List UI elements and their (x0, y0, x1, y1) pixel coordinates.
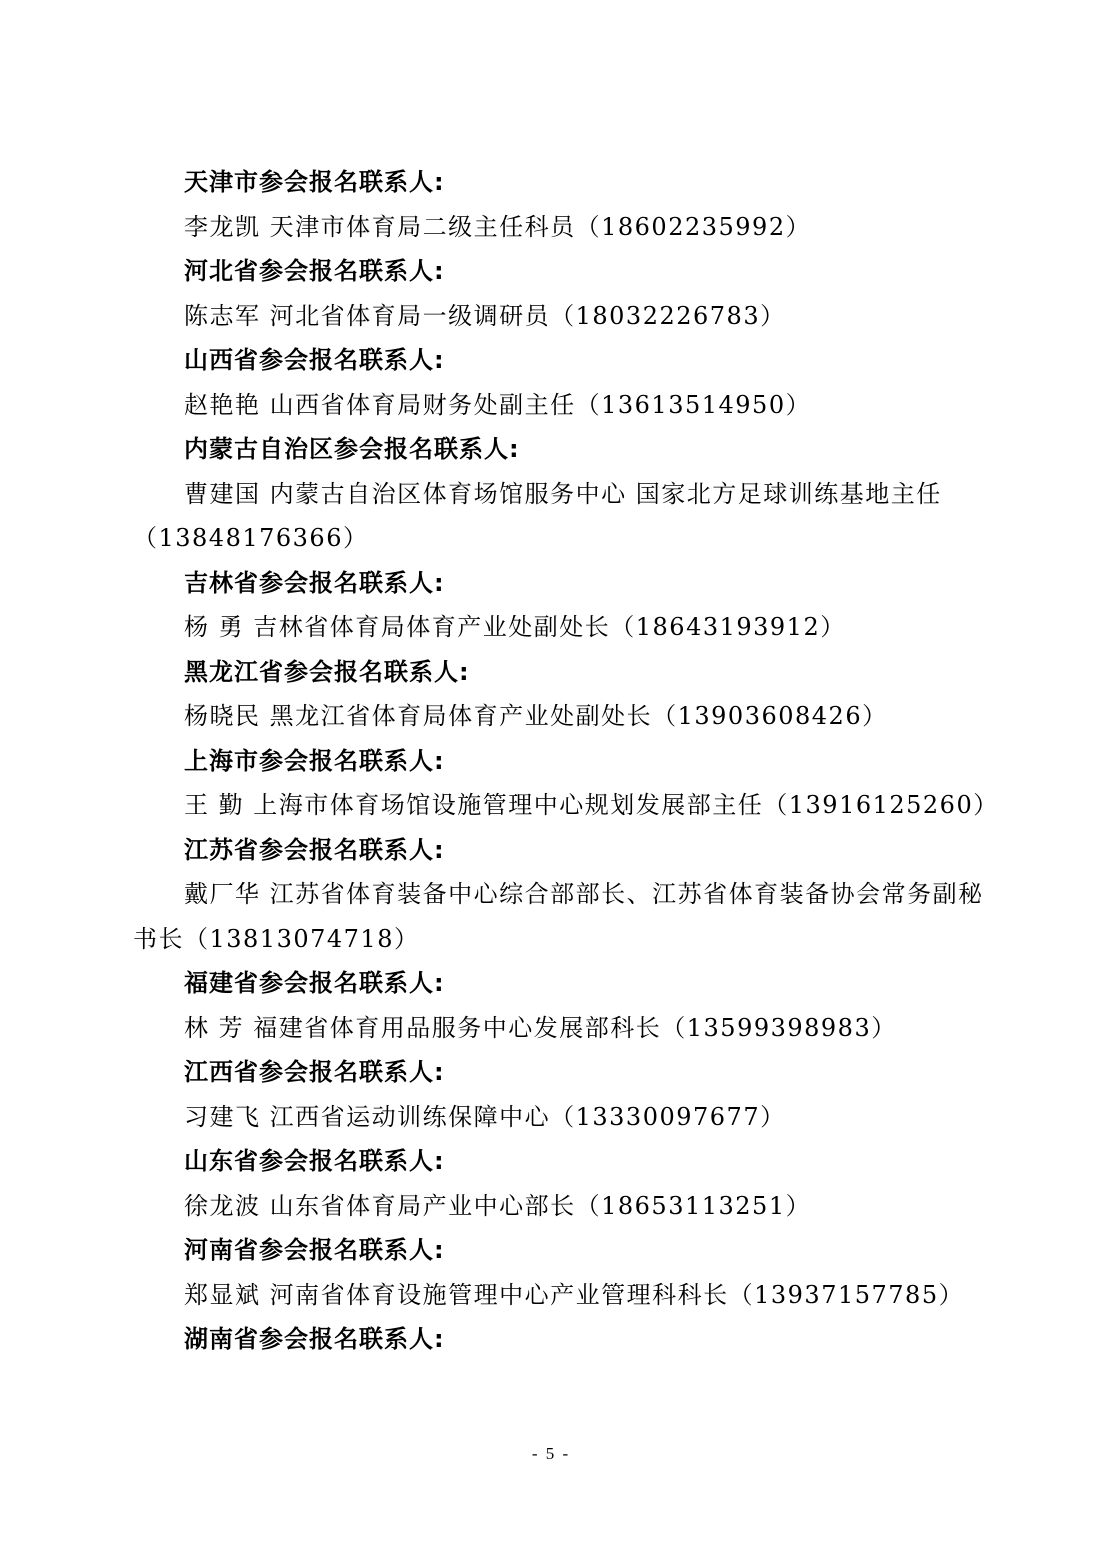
section-heading-heilongjiang: 黑龙江省参会报名联系人: (184, 657, 470, 686)
contact-shanxi: 赵艳艳 山西省体育局财务处副主任（13613514950） (184, 390, 812, 419)
contact-jiangsu: 戴厂华 江苏省体育装备中心综合部部长、江苏省体育装备协会常务副秘书长（13813074718） (133, 880, 984, 953)
section-heading-fujian: 福建省参会报名联系人: (184, 969, 445, 997)
contact-shanghai: 王 勤 上海市体育场馆设施管理中心规划发展部主任（13916125260） (184, 791, 999, 819)
section-heading-jilin: 吉林省参会报名联系人: (184, 568, 445, 597)
section-heading-hunan: 湖南省参会报名联系人: (184, 1325, 445, 1353)
section-heading-jiangxi: 江西省参会报名联系人: (184, 1058, 445, 1086)
contact-neimenggu: 曹建国 内蒙古自治区体育场馆服务中心 国家北方足球训练基地主任（13848176366） (133, 479, 942, 552)
contact-shandong: 徐龙波 山东省体育局产业中心部长（18653113251） (184, 1191, 812, 1220)
section-heading-hebei: 河北省参会报名联系人: (184, 257, 445, 285)
section-heading-shandong: 山东省参会报名联系人: (184, 1147, 445, 1175)
contact-fujian: 林 芳 福建省体育用品服务中心发展部科长（13599398983） (184, 1013, 897, 1042)
section-heading-tianjin: 天津市参会报名联系人: (184, 168, 445, 196)
page-number: - 5 - (531, 1444, 571, 1463)
contact-list (133, 160, 999, 1362)
contact-hebei: 陈志军 河北省体育局一级调研员（18032226783） (184, 301, 786, 330)
section-heading-jiangsu: 江苏省参会报名联系人: (184, 835, 445, 864)
contact-heilongjiang: 杨晓民 黑龙江省体育局体育产业处副处长（13903608426） (184, 702, 888, 730)
section-heading-neimenggu: 内蒙古自治区参会报名联系人: (184, 435, 520, 463)
section-heading-shanghai: 上海市参会报名联系人: (184, 746, 445, 775)
section-heading-henan: 河南省参会报名联系人: (184, 1236, 445, 1264)
contact-henan: 郑显斌 河南省体育设施管理中心产业管理科科长（13937157785） (184, 1280, 965, 1309)
contact-jilin: 杨 勇 吉林省体育局体育产业处副处长（18643193912） (184, 613, 846, 641)
contact-tianjin: 李龙凯 天津市体育局二级主任科员（18602235992） (184, 212, 812, 241)
section-heading-shanxi: 山西省参会报名联系人: (184, 346, 445, 374)
contact-jiangxi: 习建飞 江西省运动训练保障中心（13330097677） (184, 1102, 786, 1131)
